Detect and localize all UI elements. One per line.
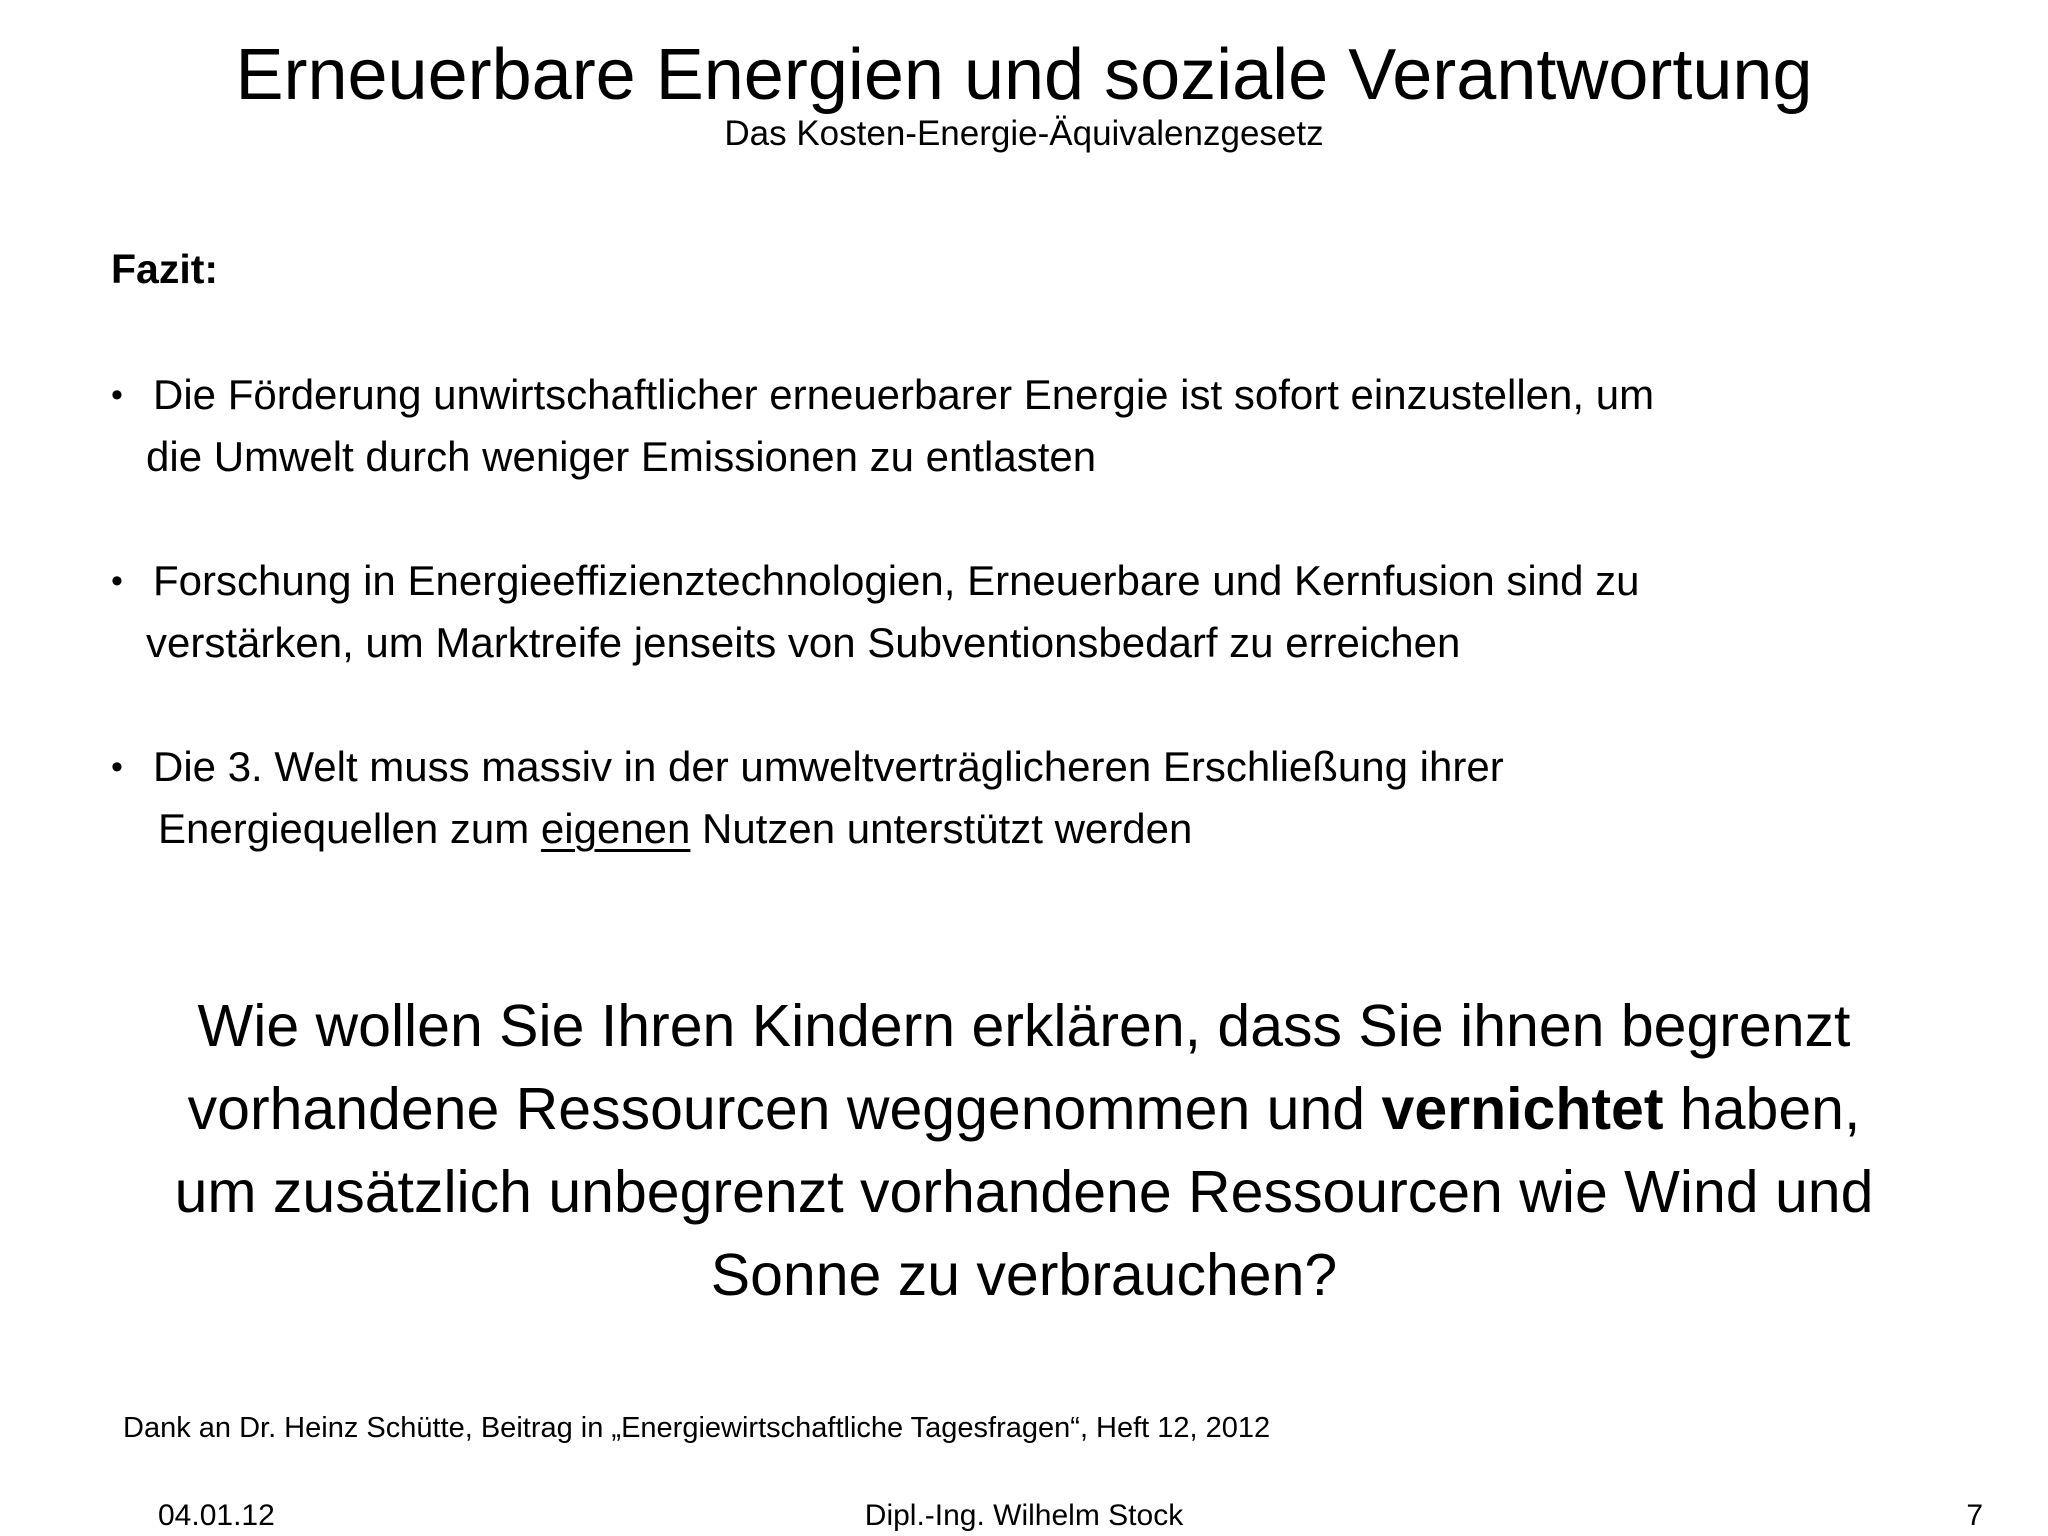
bullet-item — [111, 550, 1961, 674]
bullet-dot-icon: • — [111, 562, 123, 600]
bullet-line: die Umwelt durch weniger Emissionen zu entlasten — [146, 433, 1097, 480]
bullet-line: Die Förderung unwirtschaftlicher erneuerbarer Energie ist sofort einzustellen, um — [153, 371, 1655, 418]
bullet-item — [111, 736, 1961, 860]
bullet-item — [111, 364, 1961, 488]
footer-author: Dipl.-Ing. Wilhelm Stock — [864, 1499, 1184, 1532]
footer-page-number: 7 — [1966, 1499, 1983, 1532]
bullet-line: verstärken, um Marktreife jenseits von Subventionsbedarf zu erreichen — [146, 619, 1461, 666]
emphasis-bold: vernichtet — [1381, 1076, 1664, 1142]
bullet-dot-icon: • — [111, 376, 123, 414]
question-line: Wie wollen Sie Ihren Kindern erklären, dass Sie ihnen begrenzt — [197, 993, 1851, 1059]
footer-date: 04.01.12 — [158, 1499, 275, 1532]
bullet-list — [111, 364, 1961, 922]
question-text: vorhandene Ressourcen weggenommen und — [187, 1076, 1382, 1142]
bullet-line: Die 3. Welt muss massiv in der umweltverträglicheren Erschließung ihrer — [153, 743, 1504, 790]
bullet-text: Nutzen unterstützt werden — [690, 805, 1193, 852]
closing-question — [0, 985, 2048, 1317]
credit-note: Dank an Dr. Heinz Schütte, Beitrag in „Energiewirtschaftliche Tagesfragen“, Heft 12, 2012 — [123, 1412, 1271, 1444]
question-line: um zusätzlich unbegrenzt vorhandene Ressourcen wie Wind und — [174, 1159, 1874, 1225]
bullet-dot-icon: • — [111, 748, 123, 786]
question-text: haben, — [1663, 1076, 1861, 1142]
bullet-text: Energiequellen zum — [158, 805, 541, 852]
bullet-line: Forschung in Energieeffizienztechnologien, Erneuerbare und Kernfusion sind zu — [153, 557, 1640, 604]
question-line — [0, 1068, 2048, 1151]
bullet-line — [111, 798, 1961, 860]
section-label: Fazit: — [111, 246, 219, 292]
slide-title: Erneuerbare Energien und soziale Verantwortung — [235, 35, 1813, 115]
emphasis-underlined: eigenen — [540, 805, 691, 852]
slide-subtitle: Das Kosten-Energie-Äquivalenzgesetz — [724, 114, 1324, 153]
question-line: Sonne zu verbrauchen? — [710, 1242, 1338, 1308]
